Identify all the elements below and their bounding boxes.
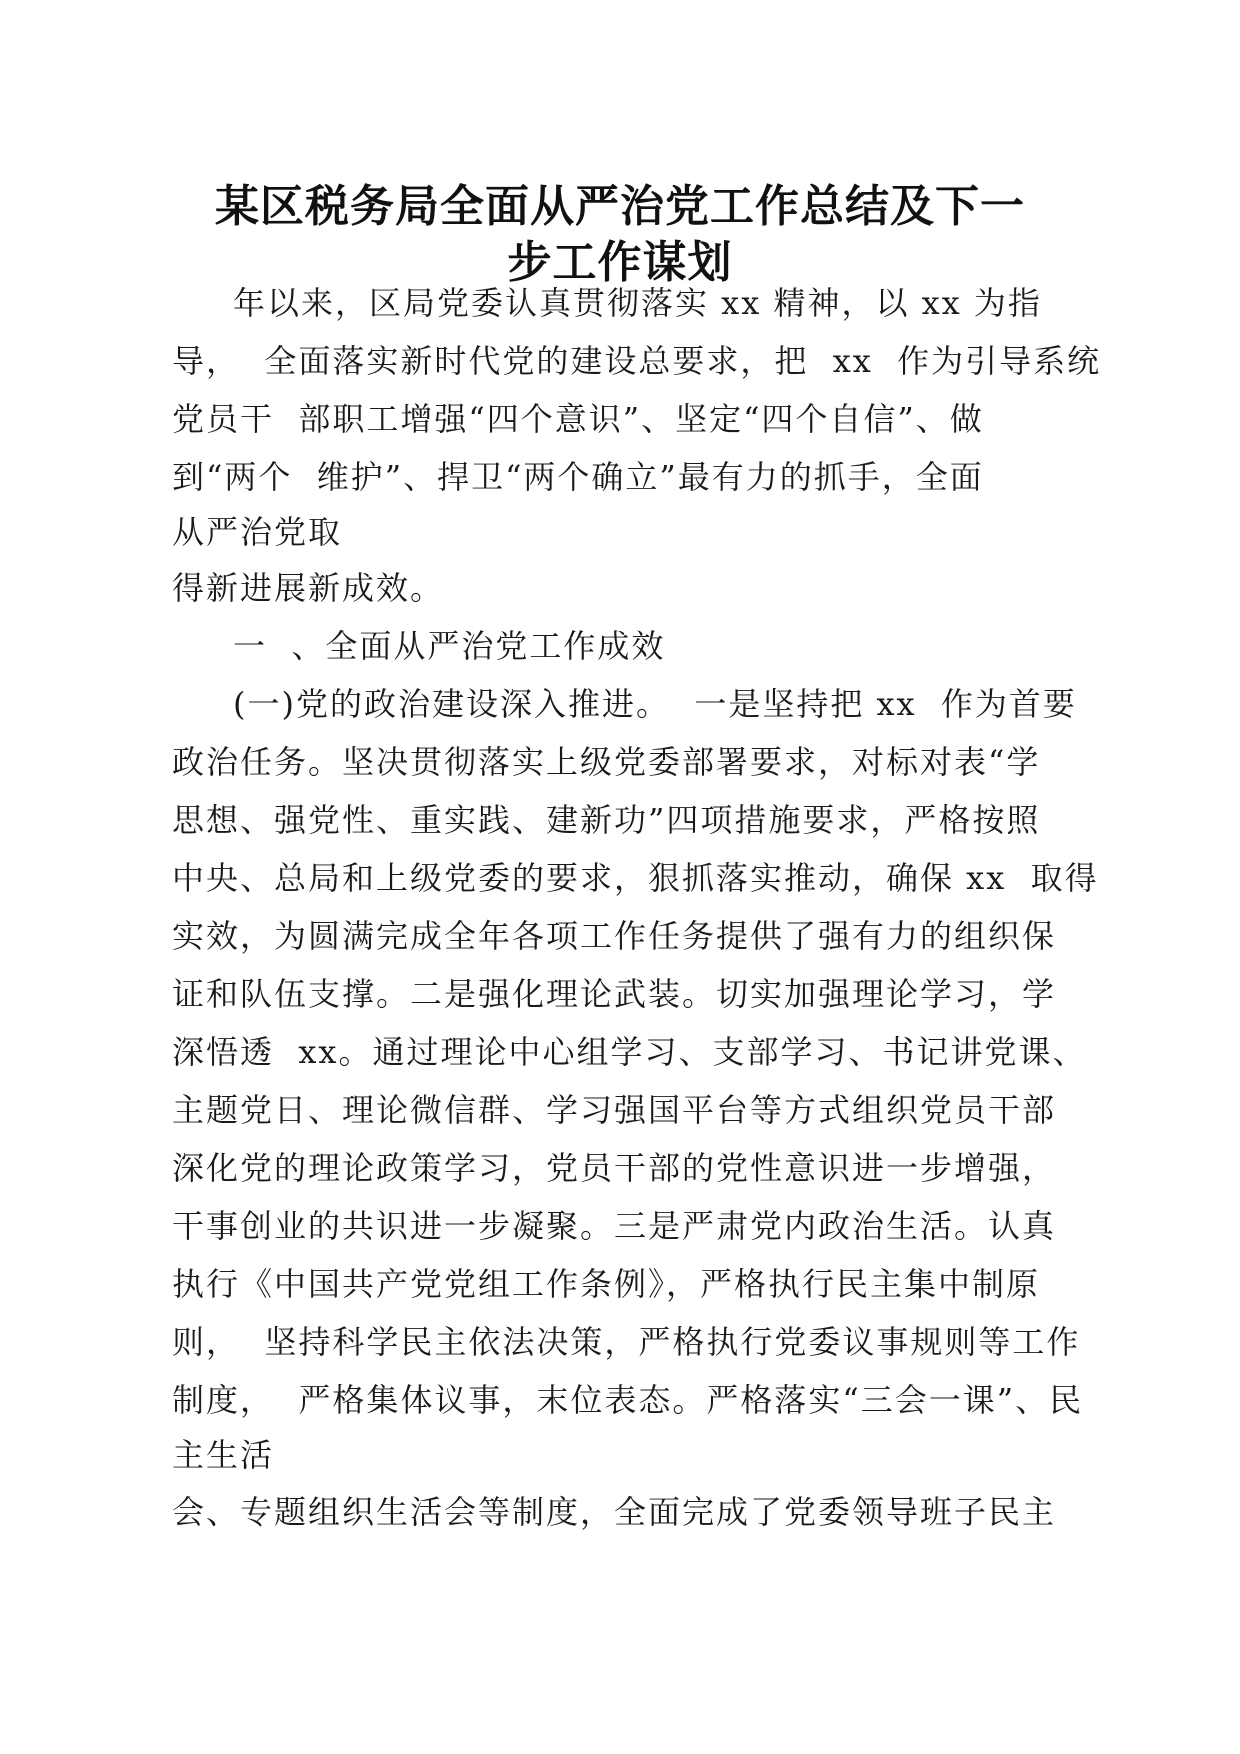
- body-line-1: 年以来，区局党委认真贯彻落实 xx 精神，以 xx 为指: [233, 284, 1042, 322]
- body-line-14: 深悟透 xx。通过理论中心组学习、支部学习、书记讲党课、: [172, 1033, 1087, 1071]
- body-line-15: 主题党日、理论微信群、学习强国平台等方式组织党员干部: [172, 1091, 1057, 1129]
- section-heading-1: 一 、全面从严治党工作成效: [233, 627, 666, 665]
- body-line-4: 到“两个 维护”、捍卫“两个确立”最有力的抓手，全面: [172, 458, 984, 496]
- body-line-5: 从严治党取: [172, 513, 343, 551]
- body-line-3: 党员干 部职工增强“四个意识”、坚定“四个自信”、做: [172, 400, 984, 438]
- body-line-11: 中央、总局和上级党委的要求，狠抓落实推动，确保 xx 取得: [172, 859, 1099, 897]
- document-title-line-2: 步工作谋划: [507, 237, 733, 288]
- document-title-line-1: 某区税务局全面从严治党工作总结及下一: [215, 181, 1025, 232]
- body-line-22: 会、专题组织生活会等制度，全面完成了党委领导班子民主: [172, 1493, 1057, 1531]
- body-line-12: 实效，为圆满完成全年各项工作任务提供了强有力的组织保: [172, 917, 1057, 955]
- body-line-20: 制度， 严格集体议事，末位表态。严格落实“三会一课”、民: [172, 1381, 1084, 1419]
- body-line-18: 执行《中国共产党党组工作条例》，严格执行民主集中制原: [172, 1265, 1041, 1303]
- body-line-8: (一)党的政治建设深入推进。 一是坚持把 xx 作为首要: [233, 685, 1077, 723]
- body-line-10: 思想、强党性、重实践、建新功”四项措施要求，严格按照: [172, 801, 1041, 839]
- body-line-21: 主生活: [172, 1436, 275, 1474]
- body-line-13: 证和队伍支撑。二是强化理论武装。切实加强理论学习，学: [172, 975, 1057, 1013]
- body-line-17: 干事创业的共识进一步凝聚。三是严肃党内政治生活。认真: [172, 1207, 1057, 1245]
- body-line-16: 深化党的理论政策学习，党员干部的党性意识进一步增强，: [172, 1149, 1057, 1187]
- body-line-9: 政治任务。坚决贯彻落实上级党委部署要求，对标对表“学: [172, 743, 1041, 781]
- body-line-6: 得新进展新成效。: [172, 569, 445, 607]
- body-line-2: 导， 全面落实新时代党的建设总要求，把 xx 作为引导系统: [172, 342, 1102, 380]
- body-line-19: 则， 坚持科学民主依法决策，严格执行党委议事规则等工作: [172, 1323, 1081, 1361]
